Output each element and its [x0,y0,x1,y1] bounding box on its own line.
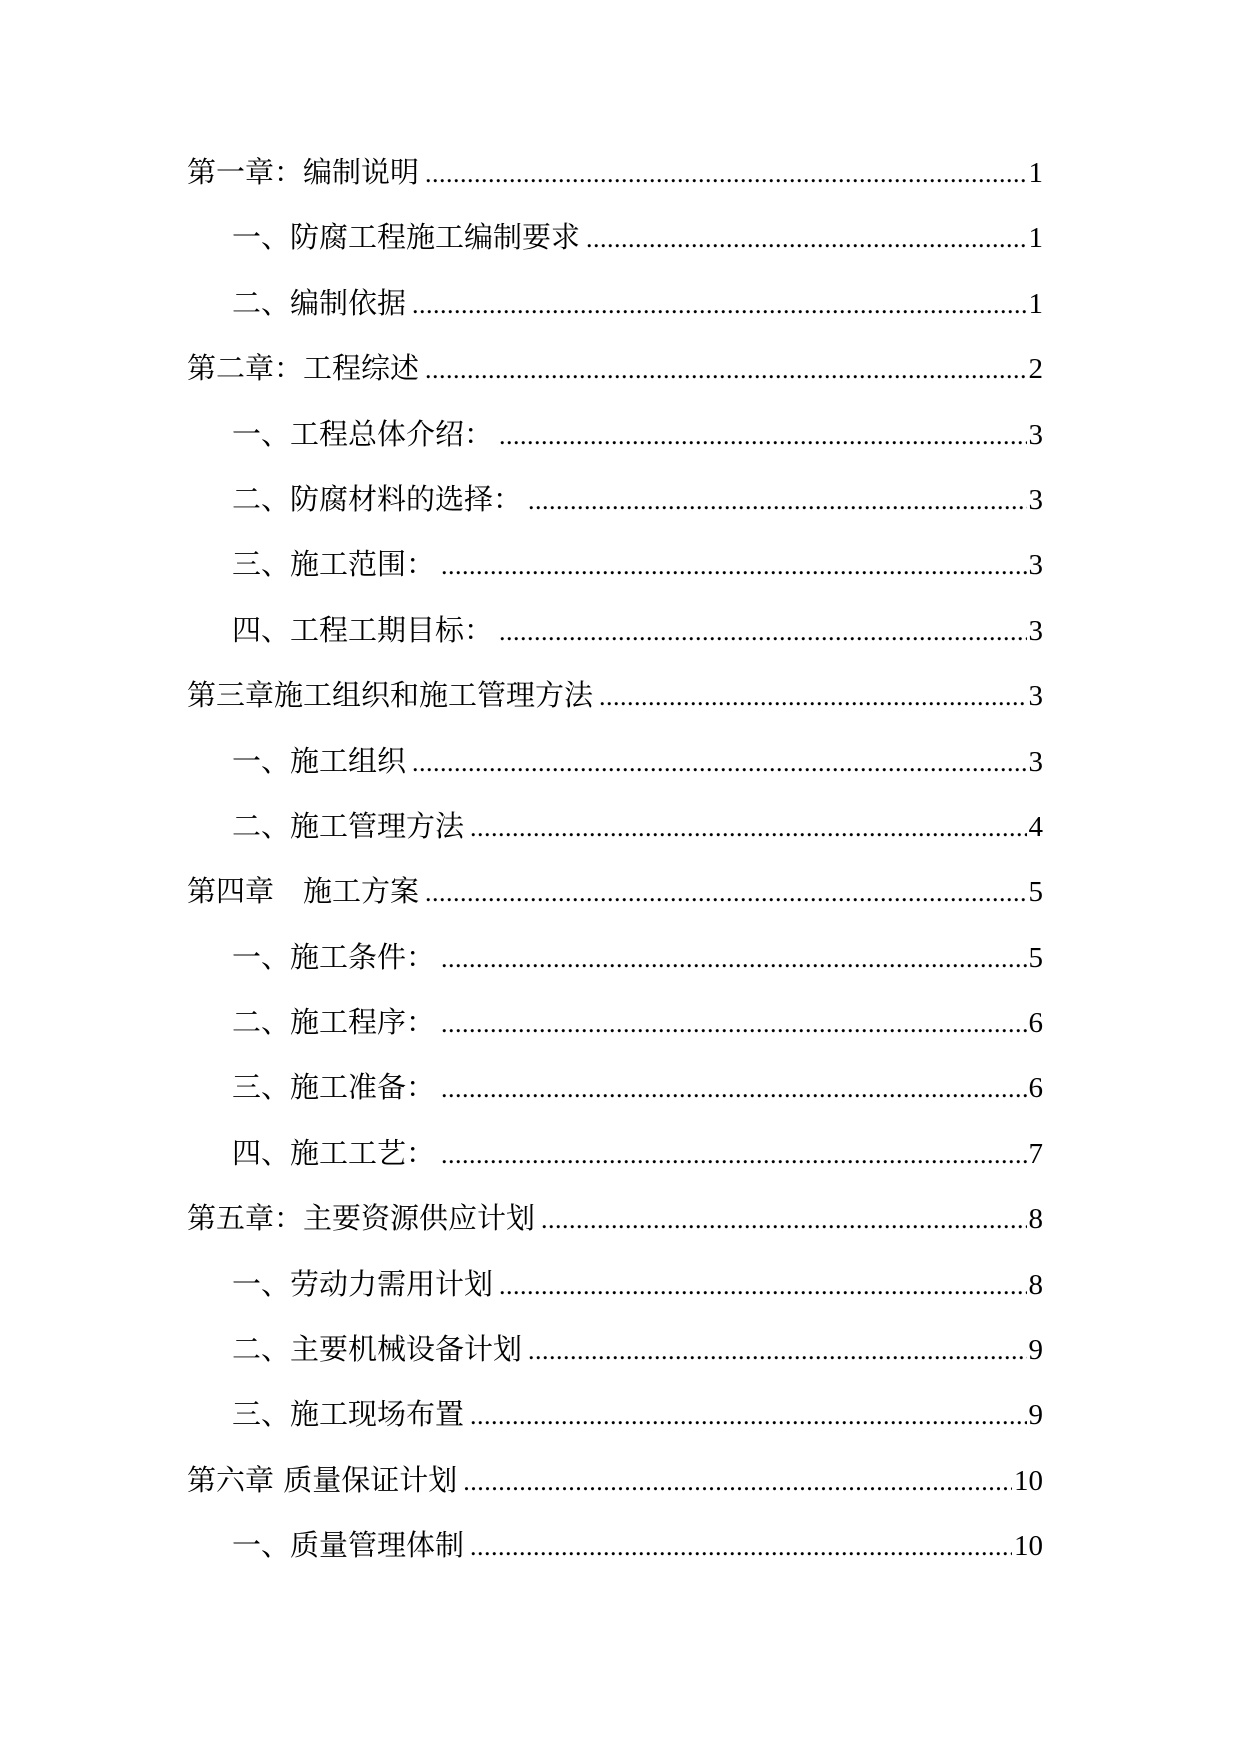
toc-entry-title: 三、施工范围： [232,547,436,582]
toc-dot-leader [463,1462,1012,1502]
toc-page-number: 10 [1014,1464,1043,1497]
toc-entry-title: 第六章 质量保证计划 [187,1462,458,1497]
toc-entry-title: 第二章：工程综述 [187,351,420,386]
toc-entry-title: 二、主要机械设备计划 [232,1332,523,1367]
toc-dot-leader [586,219,1026,259]
toc-dot-leader [441,1069,1026,1109]
toc-dot-leader [541,1200,1026,1240]
toc-page-number: 10 [1014,1530,1043,1563]
toc-page-number: 2 [1028,353,1043,386]
toc-dot-leader [412,743,1026,783]
toc-page-number: 3 [1028,483,1043,516]
toc-section-4-4[interactable] [187,1133,1043,1198]
toc-section-6-1[interactable] [187,1525,1043,1590]
toc-dot-leader [528,1331,1026,1371]
toc-entry-title: 二、防腐材料的选择： [232,481,523,516]
toc-entry-title: 第四章 施工方案 [187,874,420,909]
toc-dot-leader [470,808,1026,848]
toc-chapter-4[interactable] [187,871,1043,936]
toc-entry-title: 一、施工条件： [232,939,436,974]
toc-entry-title: 二、施工管理方法 [232,808,465,843]
toc-dot-leader [499,612,1026,652]
toc-section-2-1[interactable] [187,414,1043,479]
toc-dot-leader [441,1135,1026,1175]
toc-section-1-1[interactable] [187,217,1043,282]
toc-page-number: 3 [1028,614,1043,647]
toc-page-number: 1 [1028,157,1043,189]
toc-entry-title: 一、工程总体介绍： [232,416,494,451]
toc-dot-leader [470,1527,1012,1567]
toc-page-number: 1 [1028,222,1043,255]
toc-page-number: 5 [1028,941,1043,974]
toc-page-number: 7 [1028,1137,1043,1170]
toc-section-2-4[interactable] [187,610,1043,675]
toc-entry-title: 一、质量管理体制 [232,1528,465,1563]
toc-dot-leader [441,1004,1026,1044]
toc-dot-leader [470,1396,1026,1436]
toc-dot-leader [412,285,1026,325]
toc-chapter-5[interactable] [187,1198,1043,1263]
toc-page-number: 6 [1028,1072,1043,1105]
toc-section-5-3[interactable] [187,1394,1043,1459]
toc-page-number: 3 [1028,418,1043,451]
table-of-contents [187,152,1043,1591]
toc-entry-title: 第一章：编制说明 [187,155,420,189]
toc-section-4-1[interactable] [187,937,1043,1002]
toc-entry-title: 三、施工准备： [232,1070,436,1105]
toc-section-4-3[interactable] [187,1067,1043,1132]
toc-page-number: 3 [1028,680,1043,713]
toc-dot-leader [528,481,1026,521]
toc-page-number: 9 [1028,1334,1043,1367]
toc-page-number: 8 [1028,1268,1043,1301]
toc-entry-title: 第五章：主要资源供应计划 [187,1201,536,1236]
toc-dot-leader [425,350,1026,390]
toc-chapter-3[interactable] [187,675,1043,740]
toc-page-number: 8 [1028,1203,1043,1236]
toc-section-2-3[interactable] [187,544,1043,609]
toc-dot-leader [441,939,1026,979]
toc-page-number: 3 [1028,549,1043,582]
toc-entry-title: 二、编制依据 [232,285,407,320]
toc-entry-title: 三、施工现场布置 [232,1397,465,1432]
toc-dot-leader [499,416,1026,456]
toc-dot-leader [441,546,1026,586]
toc-dot-leader [425,154,1026,194]
toc-section-5-1[interactable] [187,1264,1043,1329]
toc-section-2-2[interactable] [187,479,1043,544]
toc-section-4-2[interactable] [187,1002,1043,1067]
toc-entry-title: 第三章施工组织和施工管理方法 [187,678,594,713]
toc-entry-title: 四、施工工艺： [232,1135,436,1170]
toc-page-number: 3 [1028,745,1043,778]
toc-entry-title: 四、工程工期目标： [232,612,494,647]
toc-page-number: 9 [1028,1399,1043,1432]
toc-section-5-2[interactable] [187,1329,1043,1394]
toc-dot-leader [425,873,1026,913]
toc-page-number: 1 [1028,287,1043,320]
toc-entry-title: 二、施工程序： [232,1005,436,1040]
toc-chapter-6[interactable] [187,1460,1043,1525]
toc-dot-leader [599,677,1026,717]
toc-section-3-2[interactable] [187,806,1043,871]
toc-chapter-1[interactable] [187,152,1043,217]
toc-entry-title: 一、防腐工程施工编制要求 [232,220,581,255]
toc-section-1-2[interactable] [187,283,1043,348]
toc-page-number: 4 [1028,810,1043,843]
toc-chapter-2[interactable] [187,348,1043,413]
toc-entry-title: 一、劳动力需用计划 [232,1266,494,1301]
toc-dot-leader [499,1266,1026,1306]
toc-entry-title: 一、施工组织 [232,743,407,778]
toc-page-number: 6 [1028,1007,1043,1040]
toc-page-number: 5 [1028,876,1043,909]
toc-section-3-1[interactable] [187,741,1043,806]
